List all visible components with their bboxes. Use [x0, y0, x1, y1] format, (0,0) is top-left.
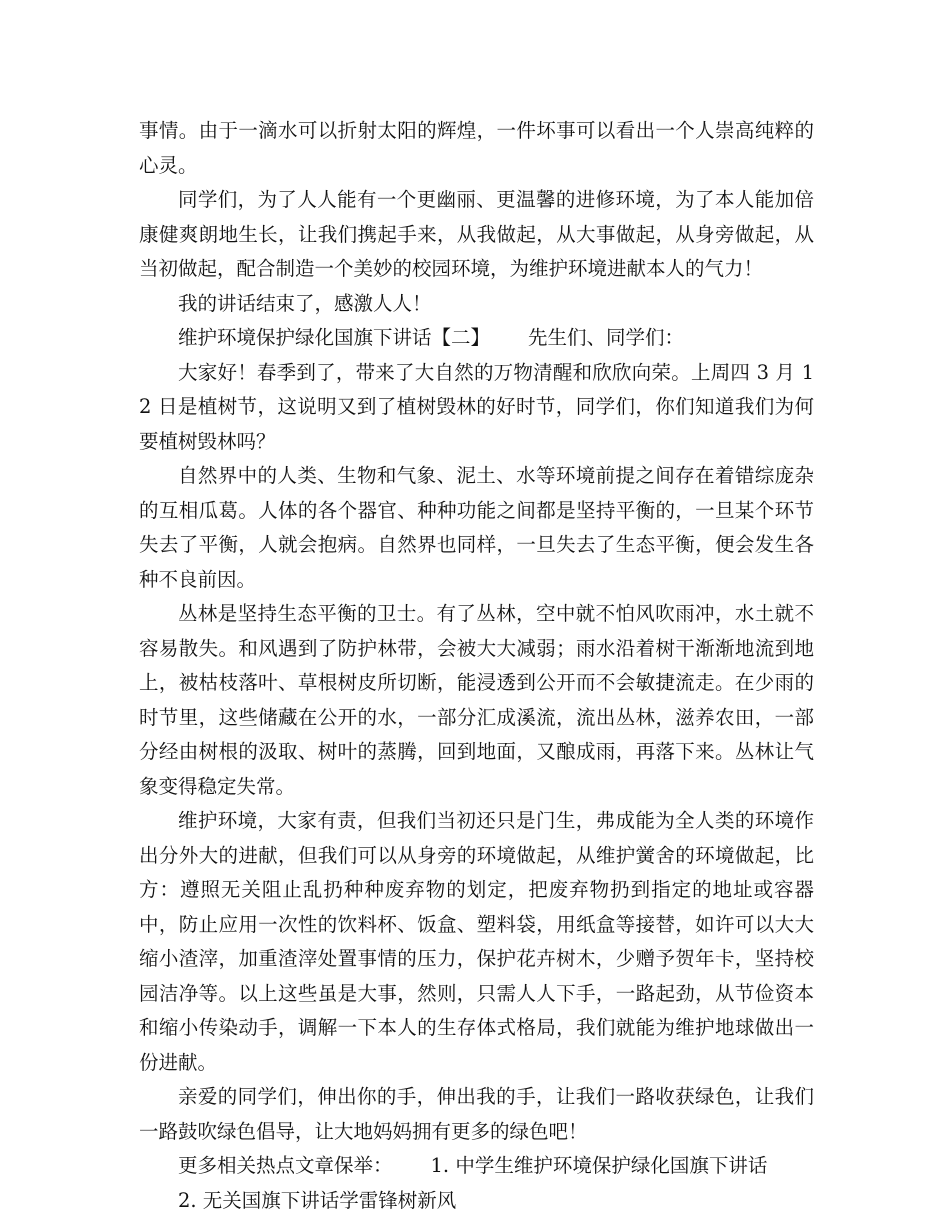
paragraph-related-articles	[139, 1149, 814, 1184]
paragraph-call-to-action: 同学们，为了人人能有一个更幽丽、更温馨的进修环境，为了本人能加倍康健爽朗地生长，让我们携起手来，从我做起，从大事做起，从身旁做起，从当初做起，配合制造一个美妙的校园环境，为维护环境进献本人的气力！	[139, 188, 814, 280]
document-body	[139, 114, 814, 1218]
paragraph-speech-two-heading	[139, 321, 814, 356]
speech-two-title: 维护环境保护绿化国旗下讲话【二】	[178, 326, 491, 349]
paragraph-forest: 丛林是坚持生态平衡的卫士。有了丛林，空中就不怕风吹雨冲，水土就不容易散失。和风遇到了防护林带，会被大大减弱；雨水沿着树干渐渐地流到地上，被枯枝落叶、草根树皮所切断，能浸透到公开而不会敏捷流走。在少雨的时节里，这些储藏在公开的水，一部分汇成溪流，流出丛林，滋养农田，一部分经由树根的汲取、树叶的蒸腾，回到地面，又酿成雨，再落下来。丛林让气象变得稳定失常。	[139, 602, 814, 798]
related-articles-label: 更多相关热点文章保举：	[178, 1154, 393, 1177]
paragraph-intro: 大家好！春季到了，带来了大自然的万物清醒和欣欣向荣。上周四 3 月 12 日是植树节，这说明又到了植树毁林的好时节，同学们，你们知道我们为何要植树毁林吗？	[139, 360, 814, 453]
paragraph-related-link-2	[139, 1184, 814, 1219]
related-article-link-2[interactable]: 2. 无关国旗下讲话学雷锋树新风	[178, 1188, 457, 1212]
paragraph-closing: 我的讲话结束了，感激人人！	[178, 291, 432, 315]
paragraph-continuation: 事情。由于一滴水可以折射太阳的辉煌，一件坏事可以看出一个人崇高纯粹的心灵。	[139, 119, 814, 177]
related-article-link-1[interactable]: 1. 中学生维护环境保护绿化国旗下讲话	[430, 1154, 768, 1177]
paragraph-ecology: 自然界中的人类、生物和气象、泥土、水等环境前提之间存在着错综庞杂的互相瓜葛。人体的各个器官、种种功能之间都是坚持平衡的，一旦某个环节失去了平衡，人就会抱病。自然界也同样，一旦失去了生态平衡，便会发生各种不良前因。	[139, 464, 814, 591]
speech-two-greeting: 先生们、同学们：	[528, 326, 685, 349]
paragraph-appeal: 亲爱的同学们，伸出你的手，伸出我的手，让我们一路收获绿色，让我们一路鼓吹绿色倡导，让大地妈妈拥有更多的绿色吧！	[139, 1085, 814, 1143]
paragraph-responsibility: 维护环境，大家有责，但我们当初还只是门生，弗成能为全人类的环境作出分外大的进献，但我们可以从身旁的环境做起，从维护黉舍的环境做起，比方：遵照无关阻止乱扔种种废弃物的划定，把废弃物扔到指定的地址或容器中，防止应用一次性的饮料杯、饭盒、塑料袋，用纸盒等接替，如许可以大大缩小渣滓，加重渣滓处置事情的压力，保护花卉树木，少赠予贺年卡，坚持校园洁净等。以上这些虽是大事，然则，只需人人下手，一路起劲，从节俭资本和缩小传染动手，调解一下本人的生存体式格局，我们就能为维护地球做出一份进献。	[139, 809, 814, 1074]
